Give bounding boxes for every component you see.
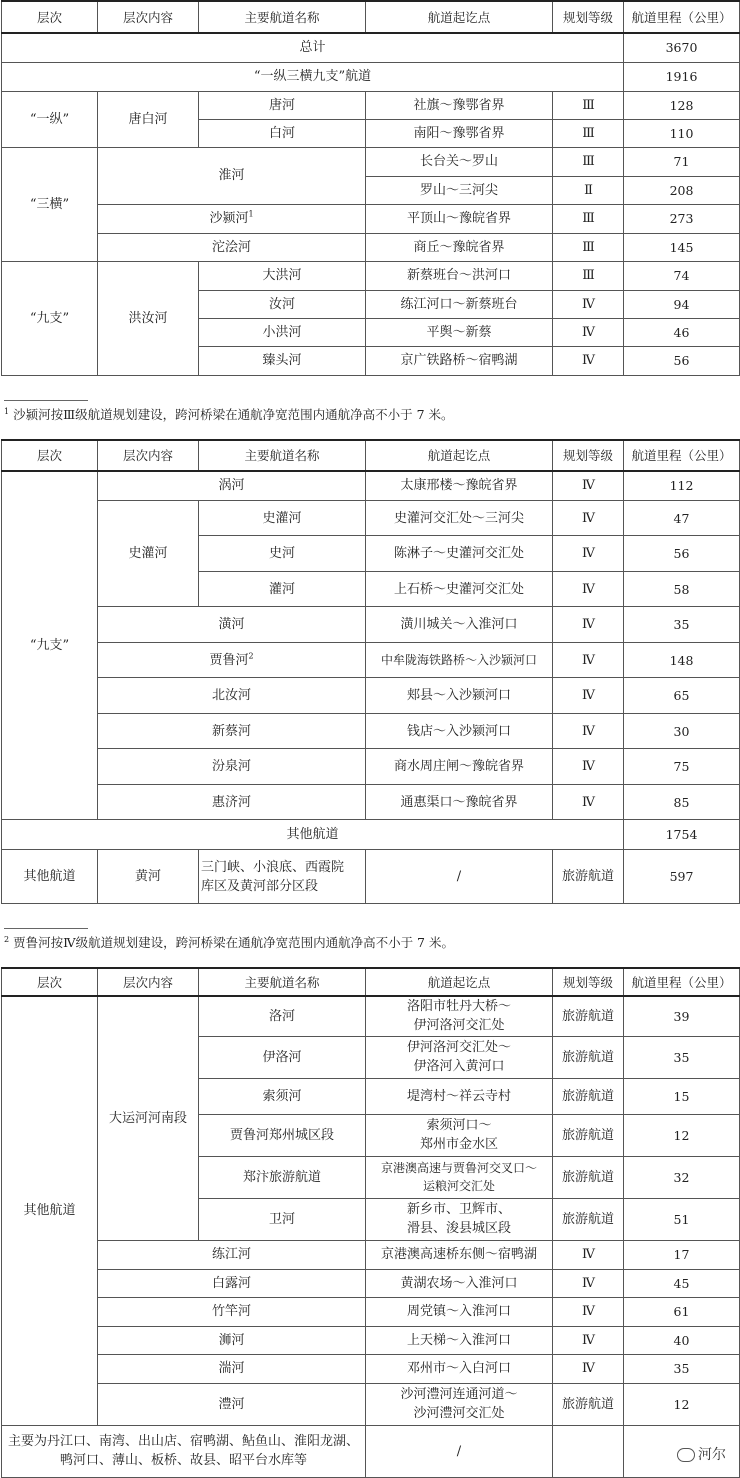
grade-cell: 旅游航道	[553, 1198, 624, 1240]
level-cell: “九支”	[2, 261, 98, 375]
range-cell: 南阳～豫鄂省界	[366, 119, 553, 147]
header-content: 层次内容	[98, 968, 199, 996]
km-cell: 35	[624, 1036, 740, 1078]
content-cell: 洪汝河	[98, 261, 199, 375]
grade-cell: Ⅳ	[553, 749, 624, 785]
name-cell: 汝河	[199, 290, 366, 318]
grade-cell: 旅游航道	[553, 996, 624, 1036]
range-cell	[366, 1036, 553, 1078]
name-cell: 洛河	[199, 996, 366, 1036]
footnote-body: 贾鲁河按Ⅳ级航道规划建设，跨河桥梁在通航净宽范围内通航净高不小于 7 米。	[13, 935, 454, 950]
grade-cell	[553, 1425, 624, 1477]
name-cell	[199, 850, 366, 904]
header-range: 航道起讫点	[366, 968, 553, 996]
network-value: 1916	[624, 62, 740, 91]
km-cell: 56	[624, 346, 740, 375]
reservoir-line-2: 鸭河口、薄山、板桥、故县、昭平台水库等	[59, 1453, 307, 1468]
table-row	[2, 261, 740, 290]
km-cell: 74	[624, 261, 740, 290]
other-total-row	[2, 820, 740, 850]
level-cell: “三横”	[2, 147, 98, 261]
name-cell	[98, 643, 366, 678]
grade-cell: Ⅳ	[553, 572, 624, 607]
range-cell: /	[366, 1425, 553, 1477]
grade-cell: Ⅳ	[553, 607, 624, 643]
footnote-1	[0, 376, 740, 439]
header-range: 航道起讫点	[366, 440, 553, 471]
km-cell: 273	[624, 204, 740, 233]
table-row	[2, 1425, 740, 1477]
grade-cell: Ⅳ	[553, 318, 624, 346]
footnote-2	[0, 904, 740, 967]
header-level: 层次	[2, 1, 98, 33]
range-cell: 钱店～入沙颍河口	[366, 714, 553, 749]
name-cell: 郑汴旅游航道	[199, 1156, 366, 1198]
grade-cell: Ⅳ	[553, 1240, 624, 1269]
range-line-2: 运粮河交汇处	[422, 1179, 495, 1193]
name-cell: 练江河	[98, 1240, 366, 1269]
range-line-2: 伊河洛河交汇处	[413, 1018, 505, 1034]
range-cell: 新蔡班台～洪河口	[366, 261, 553, 290]
table-row	[2, 785, 740, 820]
table-row	[2, 233, 740, 261]
name-cell: 白露河	[98, 1269, 366, 1297]
range-cell	[366, 1114, 553, 1156]
grade-cell: Ⅳ	[553, 1297, 624, 1326]
name-cell: 史河	[199, 536, 366, 572]
range-cell: 商水周庄闸～豫皖省界	[366, 749, 553, 785]
grade-cell: Ⅲ	[553, 233, 624, 261]
header-content: 层次内容	[98, 1, 199, 33]
km-cell: 71	[624, 147, 740, 176]
range-cell: 陈淋子～史灌河交汇处	[366, 536, 553, 572]
table-row	[2, 643, 740, 678]
range-cell: 京港澳高速桥东侧～宿鸭湖	[366, 1240, 553, 1269]
name-cell: 伊洛河	[199, 1036, 366, 1078]
range-cell: 邓州市～入白河口	[366, 1354, 553, 1383]
grade-cell: Ⅳ	[553, 714, 624, 749]
table-row	[2, 607, 740, 643]
grade-cell: Ⅳ	[553, 471, 624, 501]
range-line-1: 京港澳高速与贾鲁河交叉口～	[380, 1161, 537, 1175]
range-cell: 黄湖农场～入淮河口	[366, 1269, 553, 1297]
km-cell: 145	[624, 233, 740, 261]
range-cell: 周党镇～入淮河口	[366, 1297, 553, 1326]
total-value: 3670	[624, 33, 740, 62]
range-line-1: 索须河口～	[426, 1118, 492, 1133]
header-km: 航道里程（公里）	[624, 968, 740, 996]
grade-cell: 旅游航道	[553, 850, 624, 904]
range-cell	[366, 1078, 553, 1114]
name-line-1: 三门峡、小浪底、西霞院	[201, 859, 345, 875]
name-cell: 大洪河	[199, 261, 366, 290]
river-name: 贾鲁河	[209, 652, 249, 668]
table-row	[2, 1326, 740, 1354]
header-km: 航道里程（公里）	[624, 1, 740, 33]
content-cell: 大运河河南段	[98, 996, 199, 1240]
km-cell: 65	[624, 678, 740, 714]
grade-cell: Ⅳ	[553, 1326, 624, 1354]
reservoir-cell	[2, 1425, 366, 1477]
level-cell: “一纵”	[2, 91, 98, 147]
table-row	[2, 678, 740, 714]
header-grade: 规划等级	[553, 1, 624, 33]
name-cell: 北汝河	[98, 678, 366, 714]
table-row	[2, 471, 740, 501]
total-label: 总计	[2, 33, 624, 62]
grade-cell: 旅游航道	[553, 1383, 624, 1425]
range-cell: 长台关～罗山	[366, 147, 553, 176]
grade-cell: Ⅲ	[553, 204, 624, 233]
km-cell: 56	[624, 536, 740, 572]
name-cell: 竹竿河	[98, 1297, 366, 1326]
header-grade: 规划等级	[553, 968, 624, 996]
table-row	[2, 147, 740, 176]
range-line-2: 郑州市金水区	[419, 1137, 498, 1152]
table-section-2	[1, 439, 740, 905]
name-cell: 潢河	[98, 607, 366, 643]
total-row	[2, 33, 740, 62]
table-row	[2, 91, 740, 119]
header-content: 层次内容	[98, 440, 199, 471]
name-cell: 汾泉河	[98, 749, 366, 785]
range-cell: 潢川城关～入淮河口	[366, 607, 553, 643]
table-section-1	[1, 0, 740, 376]
km-cell: 85	[624, 785, 740, 820]
range-cell	[366, 1383, 553, 1425]
name-cell: 唐河	[199, 91, 366, 119]
km-cell: 75	[624, 749, 740, 785]
km-cell: 17	[624, 1240, 740, 1269]
km-cell: 12	[624, 1383, 740, 1425]
table-row	[2, 1354, 740, 1383]
range-cell: 社旗～豫鄂省界	[366, 91, 553, 119]
content-cell: 黄河	[98, 850, 199, 904]
range-line-2: 伊洛河入黄河口	[413, 1059, 505, 1074]
wechat-icon	[677, 1448, 695, 1462]
range-cell: 练江河口～新蔡班台	[366, 290, 553, 318]
header-km: 航道里程（公里）	[624, 440, 740, 471]
range-cell: 郏县～入沙颍河口	[366, 678, 553, 714]
footnote-rule	[4, 928, 88, 929]
footnote-marker: 1	[248, 209, 254, 219]
header-grade: 规划等级	[553, 440, 624, 471]
km-cell: 58	[624, 572, 740, 607]
grade-cell: Ⅳ	[553, 290, 624, 318]
grade-cell: Ⅳ	[553, 678, 624, 714]
grade-cell: Ⅳ	[553, 1354, 624, 1383]
km-cell: 208	[624, 176, 740, 204]
range-line-2: 滑县、浚县城区段	[406, 1221, 511, 1236]
table-section-3	[1, 967, 740, 1478]
range-line-1: 沙河澧河连通河道～	[400, 1387, 518, 1402]
header-name: 主要航道名称	[199, 968, 366, 996]
grade-cell: Ⅳ	[553, 643, 624, 678]
km-cell: 112	[624, 471, 740, 501]
range-cell: 中牟陇海铁路桥～入沙颍河口	[366, 643, 553, 678]
network-label: “一纵三横九支”航道	[2, 62, 624, 91]
grade-cell: 旅游航道	[553, 1156, 624, 1198]
table-row	[2, 714, 740, 749]
table-row	[2, 1240, 740, 1269]
grade-cell: Ⅳ	[553, 346, 624, 375]
name-cell	[98, 204, 366, 233]
km-cell: 46	[624, 318, 740, 346]
header-row	[2, 440, 740, 471]
footnote-text	[4, 933, 454, 951]
watermark-text: 河尔	[698, 1447, 726, 1463]
range-cell: /	[366, 850, 553, 904]
range-cell: 商丘～豫皖省界	[366, 233, 553, 261]
range-cell: 通惠渠口～豫皖省界	[366, 785, 553, 820]
km-cell: 30	[624, 714, 740, 749]
table-row	[2, 204, 740, 233]
footnote-rule	[4, 400, 88, 401]
grade-cell: Ⅱ	[553, 176, 624, 204]
name-cell: 小洪河	[199, 318, 366, 346]
table-row	[2, 850, 740, 904]
km-cell: 15	[624, 1078, 740, 1114]
other-label: 其他航道	[2, 820, 624, 850]
range-cell: 京广铁路桥～宿鸭湖	[366, 346, 553, 375]
header-level: 层次	[2, 968, 98, 996]
header-name: 主要航道名称	[199, 1, 366, 33]
reservoir-line-1: 主要为丹江口、南湾、出山店、宿鸭湖、鲇鱼山、淮阳龙湖、	[7, 1434, 359, 1449]
river-name: 沙颍河	[209, 211, 249, 226]
km-cell: 61	[624, 1297, 740, 1326]
table-row	[2, 501, 740, 536]
name-cell: 索须河	[199, 1078, 366, 1114]
footnote-marker: 2	[4, 934, 10, 944]
km-cell: 12	[624, 1114, 740, 1156]
km-cell: 32	[624, 1156, 740, 1198]
name-cell: 澧河	[98, 1383, 366, 1425]
name-line-2: 库区及黄河部分区段	[201, 878, 319, 894]
name-cell: 卫河	[199, 1198, 366, 1240]
level-cell: 其他航道	[2, 996, 98, 1425]
grade-cell: Ⅳ	[553, 1269, 624, 1297]
range-cell: 史灌河交汇处～三河尖	[366, 501, 553, 536]
grade-cell: Ⅲ	[553, 261, 624, 290]
range-line-1: 新乡市、卫辉市、	[406, 1202, 511, 1217]
name-cell: 白河	[199, 119, 366, 147]
grade-cell: 旅游航道	[553, 1036, 624, 1078]
grade-cell: Ⅲ	[553, 147, 624, 176]
name-cell: 浉河	[98, 1326, 366, 1354]
table-row	[2, 1297, 740, 1326]
range-line-2: 沙河澧河交汇处	[413, 1406, 505, 1421]
name-cell: 涡河	[98, 471, 366, 501]
km-cell: 148	[624, 643, 740, 678]
name-cell: 沱浍河	[98, 233, 366, 261]
range-cell: 平顶山～豫皖省界	[366, 204, 553, 233]
range-line-1: 堤湾村～祥云寺村	[406, 1088, 511, 1104]
km-cell: 110	[624, 119, 740, 147]
name-cell: 贾鲁河郑州城区段	[199, 1114, 366, 1156]
range-line-1: 伊河洛河交汇处～	[406, 1040, 511, 1055]
range-cell	[366, 1198, 553, 1240]
footnote-body: 沙颍河按Ⅲ级航道规划建设，跨河桥梁在通航净宽范围内通航净高不小于 7 米。	[13, 406, 454, 422]
header-name: 主要航道名称	[199, 440, 366, 471]
range-cell: 上天梯～入淮河口	[366, 1326, 553, 1354]
range-cell: 太康邢楼～豫皖省界	[366, 471, 553, 501]
table-row	[2, 749, 740, 785]
footnote-marker: 1	[4, 406, 10, 416]
km-cell: 40	[624, 1326, 740, 1354]
content-cell: 唐白河	[98, 91, 199, 147]
name-cell: 惠济河	[98, 785, 366, 820]
range-cell	[366, 1156, 553, 1198]
range-cell: 罗山～三河尖	[366, 176, 553, 204]
grade-cell: Ⅳ	[553, 501, 624, 536]
grade-cell: Ⅲ	[553, 91, 624, 119]
grade-cell: 旅游航道	[553, 1114, 624, 1156]
name-cell: 灌河	[199, 572, 366, 607]
network-row	[2, 62, 740, 91]
content-cell: 史灌河	[98, 501, 199, 607]
km-cell: 35	[624, 607, 740, 643]
name-cell: 湍河	[98, 1354, 366, 1383]
header-row	[2, 1, 740, 33]
grade-cell: 旅游航道	[553, 1078, 624, 1114]
km-cell: 597	[624, 850, 740, 904]
watermark	[677, 1444, 726, 1464]
grade-cell: Ⅳ	[553, 785, 624, 820]
other-value: 1754	[624, 820, 740, 850]
header-row	[2, 968, 740, 996]
km-cell: 47	[624, 501, 740, 536]
km-cell: 39	[624, 996, 740, 1036]
km-cell: 35	[624, 1354, 740, 1383]
range-cell	[366, 996, 553, 1036]
header-range: 航道起讫点	[366, 1, 553, 33]
range-line-1: 洛阳市牡丹大桥～	[406, 999, 511, 1015]
name-cell: 臻头河	[199, 346, 366, 375]
header-level: 层次	[2, 440, 98, 471]
name-cell: 淮河	[98, 147, 366, 204]
range-cell: 上石桥～史灌河交汇处	[366, 572, 553, 607]
range-cell: 平舆～新蔡	[366, 318, 553, 346]
km-cell: 128	[624, 91, 740, 119]
table-row	[2, 996, 740, 1036]
grade-cell: Ⅲ	[553, 119, 624, 147]
level-cell: 其他航道	[2, 850, 98, 904]
footnote-text	[4, 405, 454, 423]
level-cell: “九支”	[2, 471, 98, 820]
name-cell: 新蔡河	[98, 714, 366, 749]
grade-cell: Ⅳ	[553, 536, 624, 572]
name-cell: 史灌河	[199, 501, 366, 536]
table-row	[2, 1269, 740, 1297]
table-row	[2, 1383, 740, 1425]
km-cell: 45	[624, 1269, 740, 1297]
km-cell: 94	[624, 290, 740, 318]
km-cell: 51	[624, 1198, 740, 1240]
footnote-marker: 2	[248, 651, 254, 661]
